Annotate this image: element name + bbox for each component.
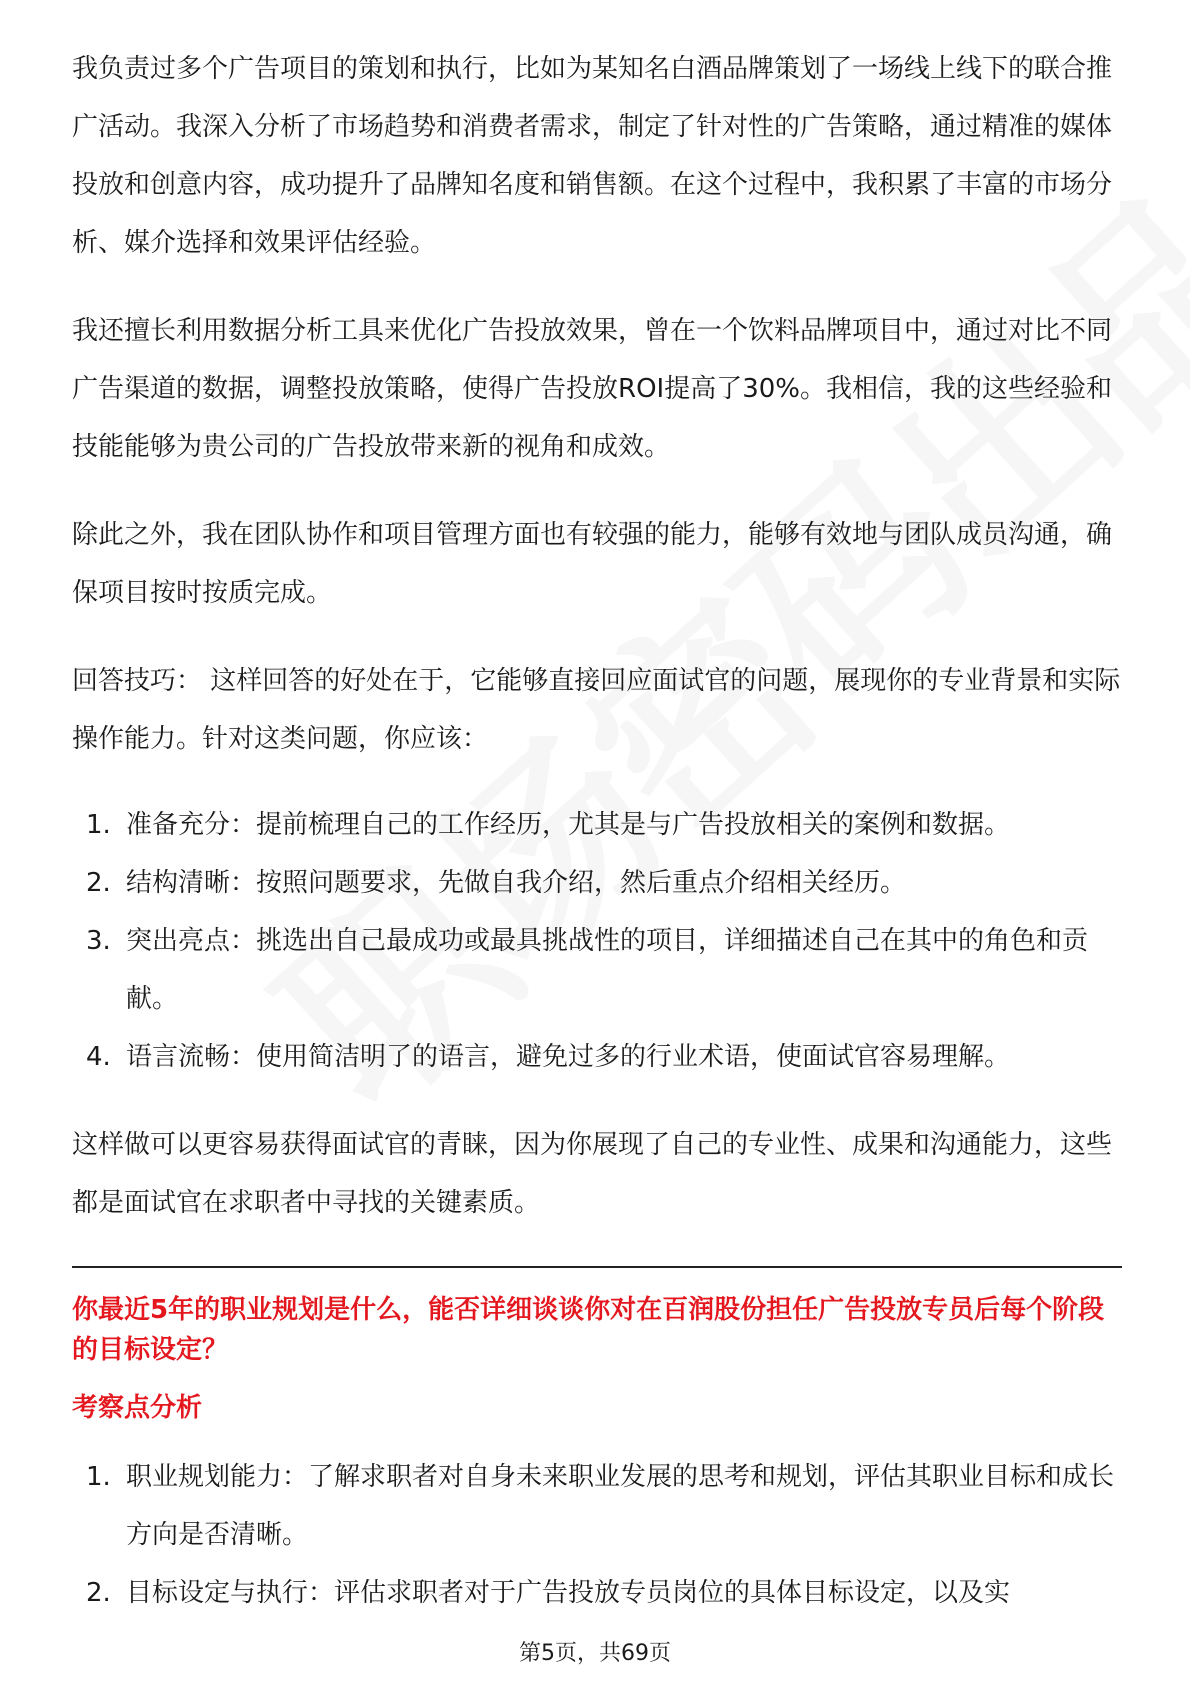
paragraph-answer-tips: 回答技巧： 这样回答的好处在于，它能够直接回应面试官的问题，展现你的专业背景和实际操作能力。针对这类问题，你应该： [72, 666, 1121, 754]
paragraph-experience: 我负责过多个广告项目的策划和执行，比如为某知名白酒品牌策划了一场线上线下的联合推广活动。我深入分析了市场趋势和消费者需求，制定了针对性的广告策略，通过精准的媒体投放和创意内容，成功提升了品牌知名度和销售额。在这个过程中，我积累了丰富的市场分析、媒介选择和效果评估经验。 [72, 54, 1113, 258]
paragraph-conclusion: 这样做可以更容易获得面试官的青睐，因为你展现了自己的专业性、成果和沟通能力，这些都是面试官在求职者中寻找的关键素质。 [72, 1130, 1113, 1218]
list-item [72, 1564, 1122, 1622]
list-number: 4. [86, 1042, 111, 1072]
paragraph-teamwork: 除此之外，我在团队协作和项目管理方面也有较强的能力，能够有效地与团队成员沟通，确保项目按时按质完成。 [72, 520, 1113, 608]
tips-list [72, 796, 1122, 1086]
list-item [72, 854, 1122, 912]
analysis-list [72, 1448, 1122, 1622]
list-number: 2. [86, 1578, 111, 1608]
list-number: 1. [86, 1462, 111, 1492]
list-item-text: 结构清晰：按照问题要求，先做自我介绍，然后重点介绍相关经历。 [126, 868, 907, 898]
page-footer: 第5页，共69页 [519, 1641, 671, 1666]
list-item [72, 796, 1122, 854]
list-item-text: 职业规划能力：了解求职者对自身未来职业发展的思考和规划，评估其职业目标和成长方向是否清晰。 [126, 1462, 1115, 1550]
list-item-text: 准备充分：提前梳理自己的工作经历，尤其是与广告投放相关的案例和数据。 [126, 810, 1011, 840]
section-divider [72, 1266, 1122, 1268]
list-item-text: 突出亮点：挑选出自己最成功或最具挑战性的项目，详细描述自己在其中的角色和贡献。 [126, 926, 1089, 1014]
analysis-heading: 考察点分析 [72, 1393, 203, 1423]
list-item-text: 目标设定与执行：评估求职者对于广告投放专员岗位的具体目标设定，以及实 [126, 1578, 1011, 1608]
list-item-text: 语言流畅：使用简洁明了的语言，避免过多的行业术语，使面试官容易理解。 [126, 1042, 1011, 1072]
list-number: 2. [86, 868, 111, 898]
list-item [72, 1028, 1122, 1086]
list-number: 3. [86, 926, 111, 956]
list-number: 1. [86, 810, 111, 840]
page-content [72, 40, 1122, 1622]
list-item [72, 1448, 1122, 1564]
list-item [72, 912, 1122, 1028]
paragraph-data-analysis: 我还擅长利用数据分析工具来优化广告投放效果，曾在一个饮料品牌项目中，通过对比不同广告渠道的数据，调整投放策略，使得广告投放ROI提高了30%。我相信，我的这些经验和技能能够为贵公司的广告投放带来新的视角和成效。 [72, 316, 1113, 462]
interview-question: 你最近5年的职业规划是什么，能否详细谈谈你对在百润股份担任广告投放专员后每个阶段的目标设定？ [72, 1295, 1105, 1365]
